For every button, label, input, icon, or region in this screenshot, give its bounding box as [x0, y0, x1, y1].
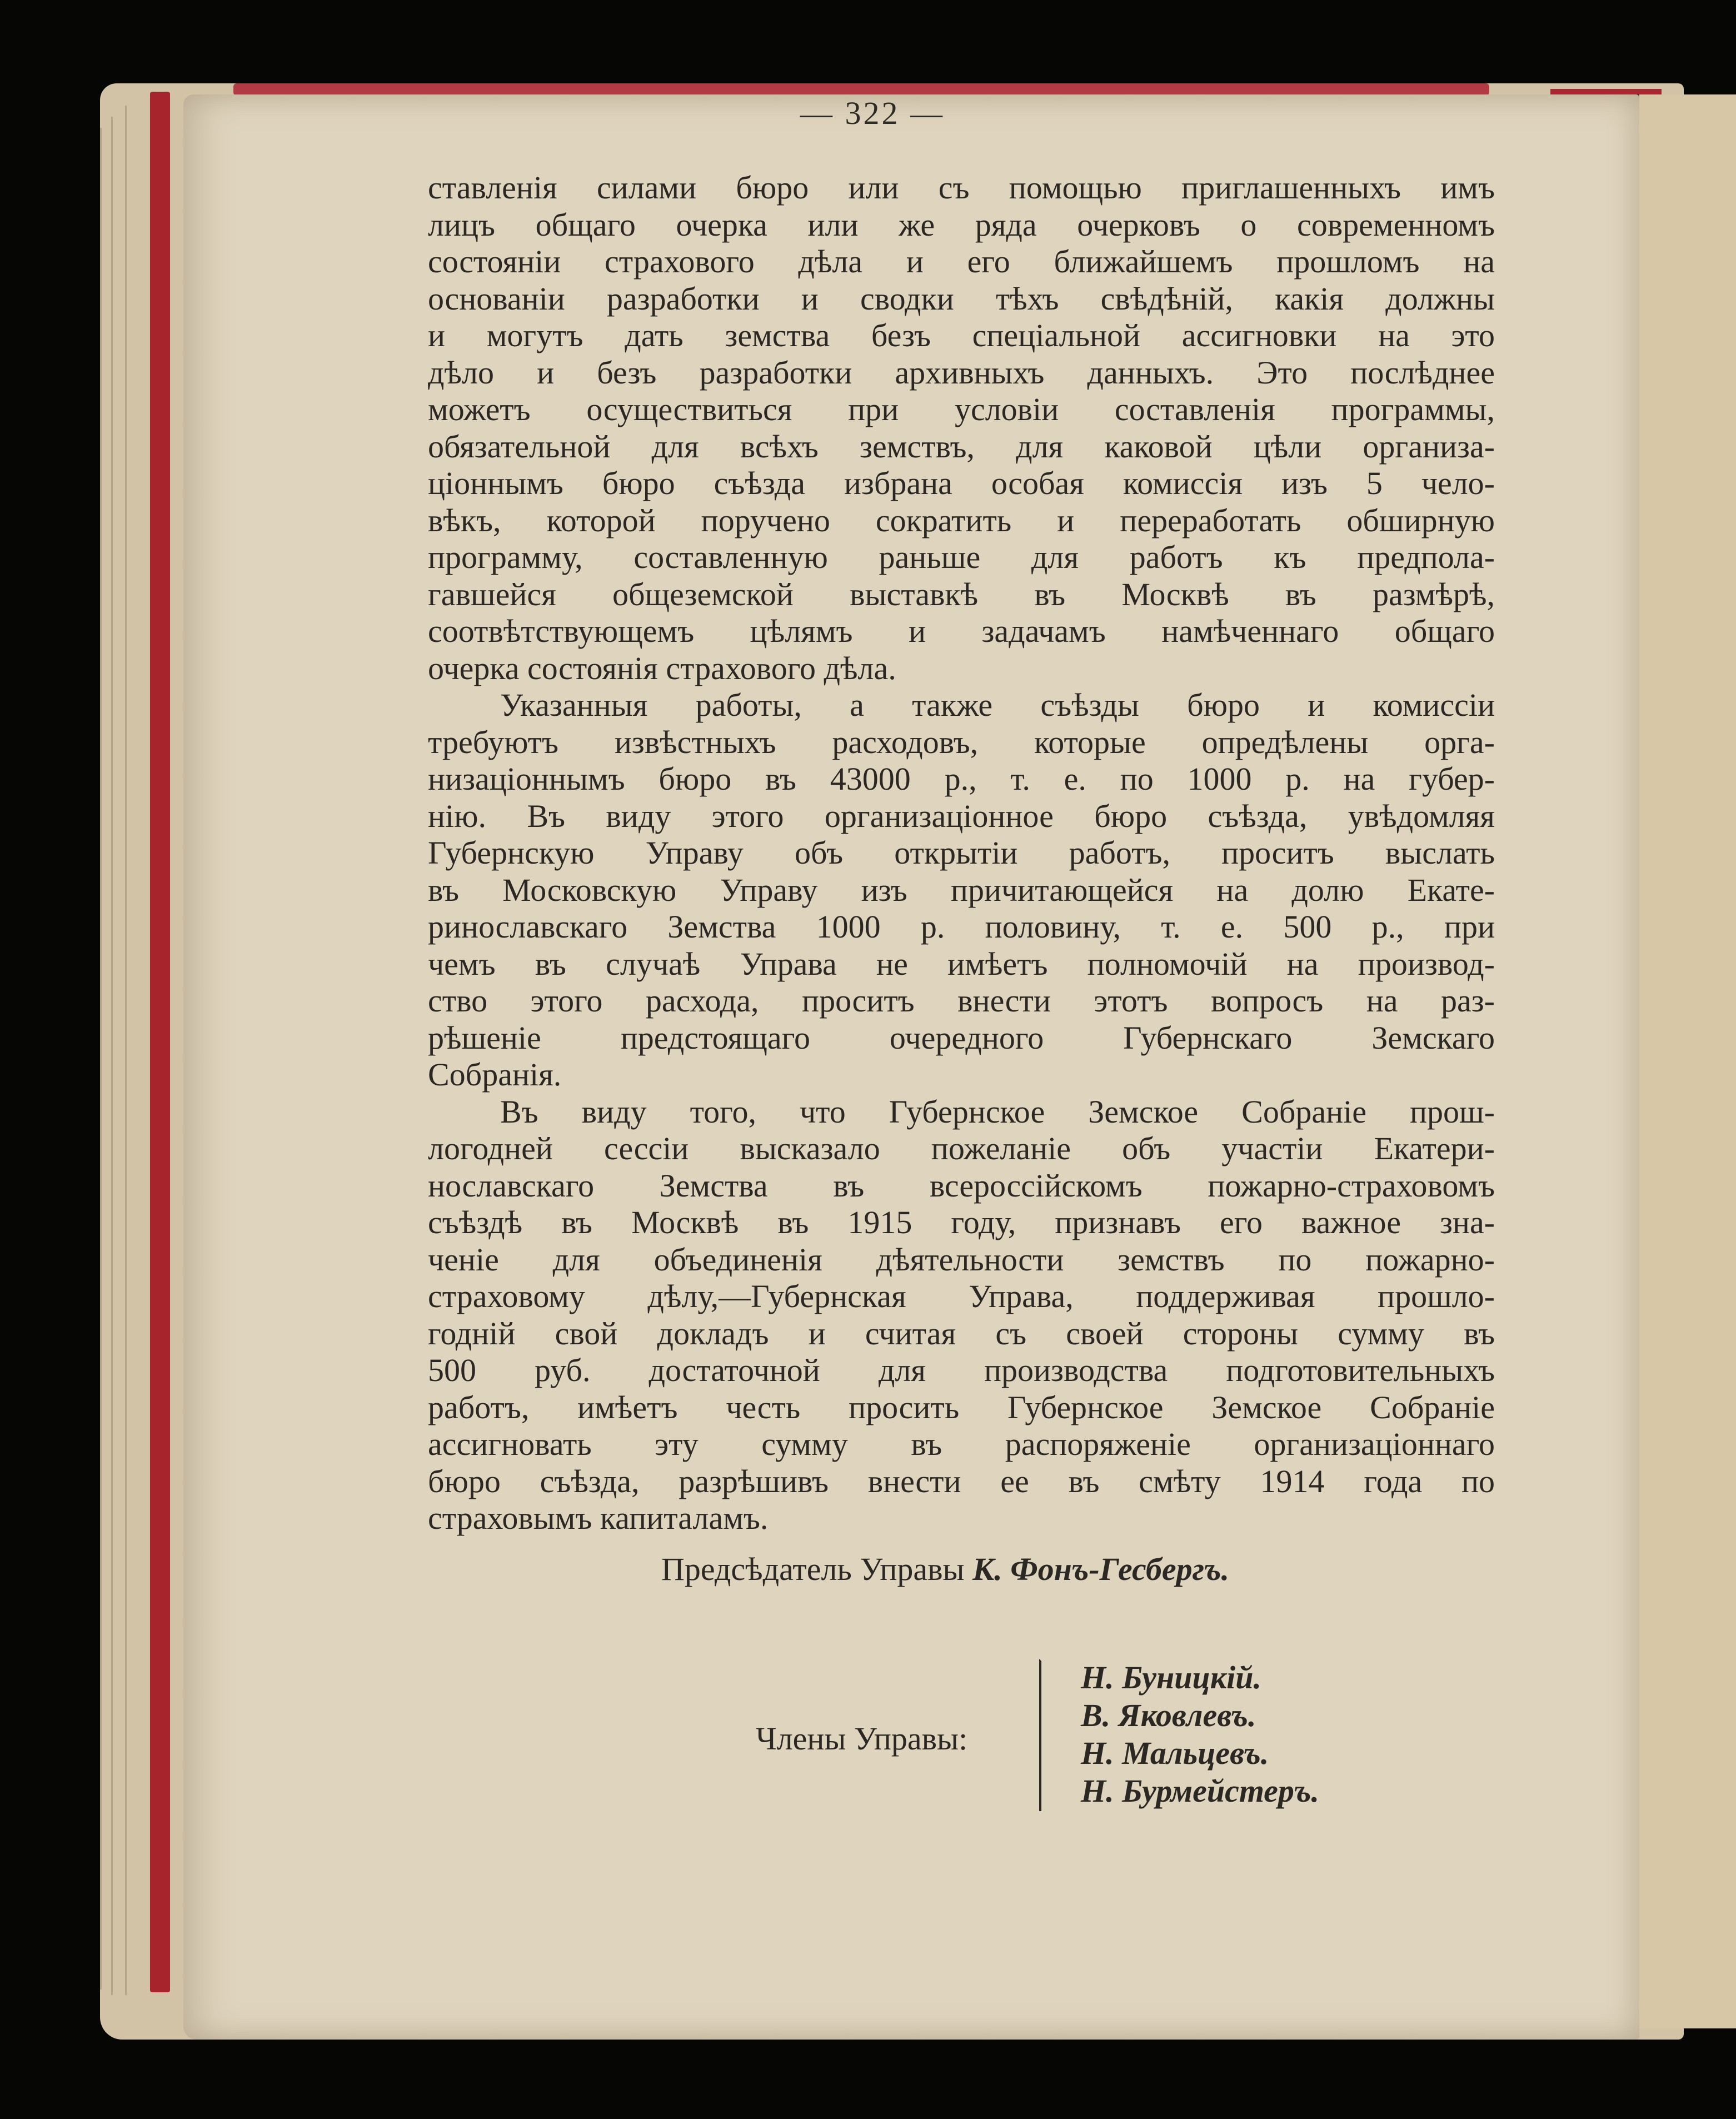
member-name: Н. Бурмейстеръ.	[1081, 1773, 1319, 1809]
member-name: Н. Мальцевъ.	[1081, 1735, 1269, 1771]
text-line: ціоннымъ бюро съѣзда избрана особая комиссія изъ 5 чело-	[428, 465, 1495, 501]
member-name: Н. Буницкій.	[1081, 1659, 1261, 1696]
text-line: Губернскую Управу объ открытіи работъ, проситъ выслать	[428, 835, 1495, 871]
text-line: низаціоннымъ бюро въ 43000 р., т. е. по 1000 р. на губер-	[428, 761, 1495, 797]
text-line: лицъ общаго очерка или же ряда очерковъ о современномъ	[428, 206, 1495, 243]
text-line: годній свой докладъ и считая съ своей стороны сумму въ	[428, 1315, 1495, 1352]
chairman-signature	[661, 1550, 1229, 1588]
text-line: соотвѣтствующемъ цѣлямъ и задачамъ намѣченнаго общаго	[428, 613, 1495, 649]
page-edge-line	[125, 106, 127, 1995]
text-line: бюро съѣзда, разрѣшивъ внести ее въ смѣту 1914 года по	[428, 1463, 1495, 1499]
page-edge-line	[100, 128, 102, 1990]
text-line: программу, составленную раньше для работъ къ предпола-	[428, 539, 1495, 575]
chairman-name: К. Фонъ-Гесбергъ.	[972, 1551, 1230, 1587]
text-line: страховымъ капиталамъ.	[428, 1500, 769, 1536]
text-line: ринославскаго Земства 1000 р. половину, т. е. 500 р., при	[428, 909, 1495, 945]
text-line: очерка состоянія страхового дѣла.	[428, 650, 896, 686]
text-line: въ Московскую Управу изъ причитающейся на долю Екате-	[428, 871, 1495, 908]
text-line: рѣшеніе предстоящаго очередного Губернскаго Земскаго	[428, 1019, 1495, 1056]
text-line: ставленія силами бюро или съ помощью приглашенныхъ имъ	[428, 169, 1495, 206]
members-list	[1081, 1659, 1319, 1810]
text-line: основаніи разработки и сводки тѣхъ свѣдѣній, какія должны	[428, 280, 1495, 317]
page-number: — 322 —	[800, 95, 945, 128]
text-line: нію. Въ виду этого организаціонное бюро съѣзда, увѣдомляя	[428, 797, 1495, 834]
text-line: и могутъ дать земства безъ спеціальной ассигновки на это	[428, 317, 1495, 353]
member-name: В. Яковлевъ.	[1081, 1697, 1256, 1733]
text-line: логодней сессіи высказало пожеланіе объ участіи Екатери-	[428, 1130, 1495, 1166]
text-line: чемъ въ случаѣ Управа не имѣетъ полномочій на производ-	[428, 945, 1495, 982]
page-body-text	[428, 169, 1495, 1537]
text-line: ассигновать эту сумму въ распоряженіе организаціоннаго	[428, 1426, 1495, 1462]
members-label: Члены Управы:	[756, 1721, 968, 1757]
text-line: требуютъ извѣстныхъ расходовъ, которые опредѣлены орга-	[428, 724, 1495, 760]
text-line: можетъ осуществиться при условіи составленія программы,	[428, 391, 1495, 427]
book-cover-red-edge	[150, 92, 170, 1992]
book-cover-top-edge	[233, 83, 1489, 96]
text-line: Указанныя работы, а также съѣзды бюро и комиссіи	[500, 687, 1495, 723]
text-line: Собранія.	[428, 1056, 562, 1093]
text-line: работъ, имѣетъ честь просить Губернское Земское Собраніе	[428, 1389, 1495, 1425]
text-line: нославскаго Земства въ всероссійскомъ пожарно-страховомъ	[428, 1167, 1495, 1204]
text-line: обязательной для всѣхъ земствъ, для каковой цѣли организа-	[428, 428, 1495, 465]
facing-page-edge	[1634, 94, 1736, 2028]
text-line: ство этого расхода, проситъ внести этотъ вопросъ на раз-	[428, 983, 1495, 1019]
text-line: Въ виду того, что Губернское Земское Собраніе прош-	[500, 1093, 1495, 1130]
text-line: состояніи страхового дѣла и его ближайшемъ прошломъ на	[428, 243, 1495, 280]
text-line: ченіе для объединенія дѣятельности земствъ по пожарно-	[428, 1241, 1495, 1278]
text-line: вѣкъ, которой поручено сократить и переработать обширную	[428, 502, 1495, 539]
members-brace	[1039, 1659, 1056, 1811]
text-line: дѣло и безъ разработки архивныхъ данныхъ. Это послѣднее	[428, 354, 1495, 391]
text-line: гавшейся общеземской выставкѣ въ Москвѣ въ размѣрѣ,	[428, 576, 1495, 612]
page-edge-line	[111, 117, 113, 1995]
text-line: 500 руб. достаточной для производства подготовительныхъ	[428, 1352, 1495, 1388]
text-line: съѣздѣ въ Москвѣ въ 1915 году, признавъ его важное зна-	[428, 1204, 1495, 1240]
chairman-title: Предсѣдатель Управы	[661, 1551, 965, 1587]
text-line: страховому дѣлу,—Губернская Управа, поддерживая прошло-	[428, 1278, 1495, 1314]
